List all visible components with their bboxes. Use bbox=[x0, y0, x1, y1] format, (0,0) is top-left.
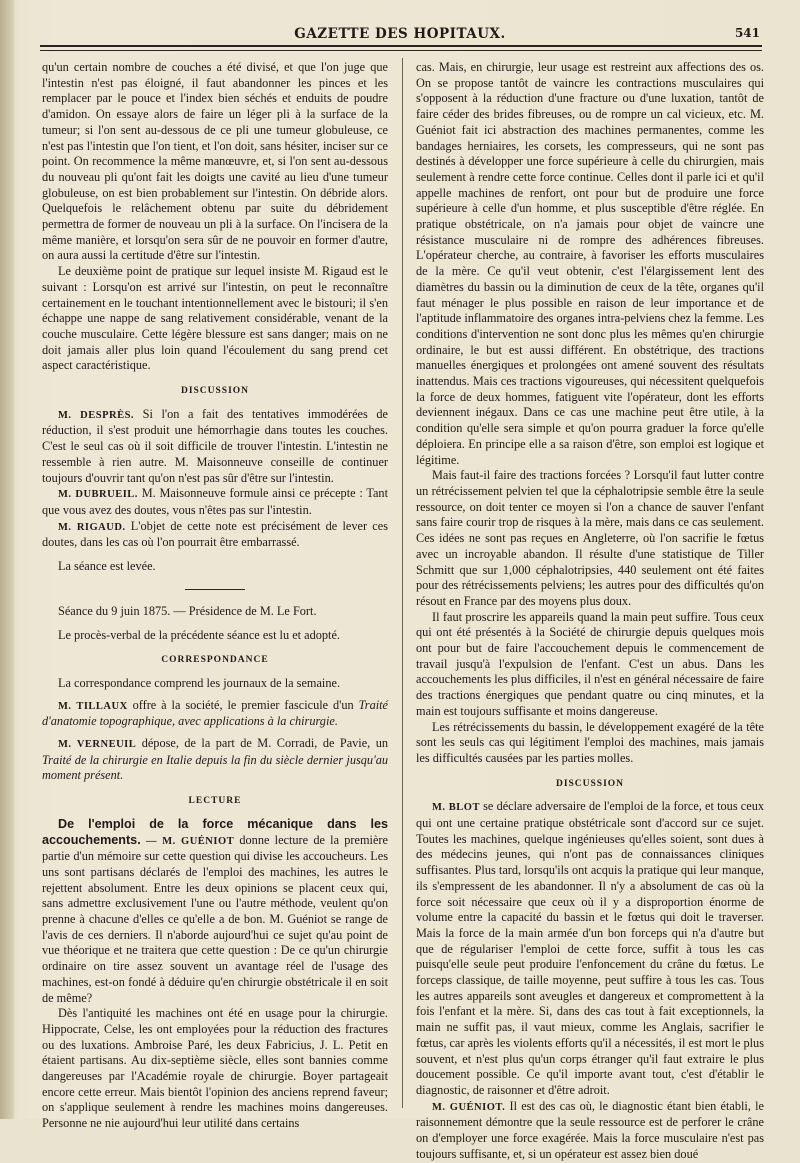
column-divider bbox=[402, 58, 403, 1108]
paragraph: Il faut proscrire les appareils quand la main peut suffire. Tous ceux qui ont été présentés à la Société de chirurgie depuis quelques mois ont pour but de faire l'accouchement depuis le commencement de travail jusqu'à l'expulsion de l'enfant. C'est un abus. Dans les accouchements les plus difficiles, il n'est en général nécessaire de faire des tractions énergiques que pendant quatre ou cinq minutes, et la main est toujours suffisante et moins dangereuse. bbox=[416, 609, 764, 718]
book-title: Traité d'anatomie topographique, avec applications à la chirurgie. bbox=[42, 697, 389, 729]
paragraph: qu'un certain nombre de couches a été divisé, et que l'on juge que l'intestin n'est pas éloigné, il faut abandonner les pinces et les remplacer par le pouce et l'index bien séchés et enduits de poudre d'amidon. On essaye alors de faire un léger pli à la surface de la tumeur; si l'on sent au-dessous de ce pli une tumeur globuleuse, ce n'est pas l'intestin que l'on tient, et l'on doit, sans hésiter, inciser sur ce point. On recommence la même manœuvre, et, si l'on sent au-dessous du nouveau pli qu'ont fait les doigts une cavité au lieu d'une tumeur globuleuse, on est bien probablement sur l'intestin. On débride alors. Quelquefois le relâchement obtenu par suite du débridement permettra de former de nouveau un pli à la surface. On l'incisera de la même manière, et lorsqu'on sera sûr de ne pouvoir en former d'autre, on aura aussi la certitude d'être sur l'intestin. bbox=[42, 60, 388, 263]
speaker-paragraph bbox=[416, 1099, 764, 1163]
speaker-text: M. Maisonneuve formule ainsi ce précepte : Tant que vous avez des doutes, vous n'êtes pas sur l'intestin. bbox=[42, 486, 388, 517]
speaker-text: L'objet de cette note est précisément de lever ces doutes, dans les cas où l'on pourrait être embarrassé. bbox=[42, 518, 389, 550]
page-number: 541 bbox=[734, 26, 760, 40]
speaker-text: Si l'on a fait des tentatives immodérées de réduction, il s'est produit une hémorrhagie dans toutes les couches. C'est le seul cas où il soit difficile de trouver l'intestin. L'intestin ne ressemble à rien autre. M. Maisonneuve conseille de continuer toujours d'ouvrir tant qu'on n'est pas sûr d'être sur l'intestin. bbox=[42, 406, 388, 485]
paragraph: Les rétrécissements du bassin, le développement exagéré de la tête sont les seuls cas qui légitiment l'emploi des machines, mais jamais les difficultés causées par les parties molles. bbox=[416, 719, 764, 765]
paragraph: La correspondance comprend les journaux de la semaine. bbox=[58, 675, 341, 690]
speaker-name: M. DUBRUEIL. bbox=[58, 489, 138, 501]
speaker-text: se déclare adversaire de l'emploi de la force, et tous ceux qui ont une certaine pratique obstétricale sont d'accord sur ce sujet. Toutes les machines, quelque ingénieuses qu'elles soient, sont dues à des médecins jeunes, qui n'ont pas de connaissances cliniques suffisantes. Plus tard, lorsqu'ils ont acquis la pratique qui leur manque, ils s'empressent de les abandonner. Il n'y a absolument de cas où la force soit nécessaire que ceux où il y a disproportion énorme de volume entre la capacité du bassin et le fœtus qui doit le traverser. Mais la force de la main armée d'un bon forceps qui n'a d'autre but que de régulariser l'emploi de cette force, suffit à tous les cas puisqu'elle seule peut produire l'enfoncement du crâne du fœtus. Le forceps classique, de taille moyenne, peut suffire à tous les cas. Tous les autres appareils sont aveugles et dangereux et compromettent à la fois l'enfant et la mère. Si, dans des cas tout à fait exceptionnels, la main ne suffit pas, il vaut mieux, comme les Anglais, sacrifier le fœtus, car après les violents efforts qu'il a nécessités, il est mort le plus souvent, et n'est plus qu'un corps étranger qu'il faut extraire le plus doucement possible. Ce qu'il importe avant tout, c'est d'établir le diagnostic, de raisonner et d'être adroit. bbox=[416, 799, 764, 1097]
paragraph: Mais faut-il faire des tractions forcées ? Lorsqu'il faut lutter contre un rétrécissement pelvien tel que la céphalotripsie semble être la seule ressource, on doit tenter ce moyen si l'on a chance de sauver l'enfant sans faire courir trop de risques à la mère, mais dans ce cas seulement. Ces idées ne sont pas reçues en Angleterre, où l'on sacrifie le fœtus avec un incroyable abandon. Il résulte d'une statistique de Tiller Schmitt que sur 1,000 céphalotripsies, 440 seulement ont été faites pour des rétrécissements pelviens; les autres pour des difficultés qu'on résout en France par des moyens plus doux. bbox=[416, 468, 764, 608]
header-rule-thick bbox=[40, 45, 762, 47]
lecture-headline: De l'emploi de la force mécanique dans les accouchements. bbox=[42, 816, 388, 847]
speaker-paragraph bbox=[42, 736, 388, 784]
speaker-text: Il est des cas où, le diagnostic étant bien établi, le raisonnement démontre que la seule ressource est de perforer le crâne on d'employer une force exagérée. Mais la force musculaire n'est pas toujours suffisante, et, si un opérateur est assez bien doué bbox=[416, 1098, 764, 1161]
section-heading-lecture: LECTURE bbox=[188, 796, 242, 807]
speaker-paragraph bbox=[416, 799, 764, 1098]
speaker-name: M. VERNEUIL bbox=[58, 739, 137, 751]
session-line: Séance du 9 juin 1875. — Présidence de M. Le Fort. bbox=[58, 603, 317, 618]
speaker-name: M. GUÉNIOT. bbox=[432, 1101, 506, 1113]
paragraph: cas. Mais, en chirurgie, leur usage est restreint aux affections des os. On se propose tantôt de vaincre les contractions musculaires qui s'opposent à la réduction d'une fracture ou d'une luxation, tantôt de faire céder des brides fibreuses, ou de rompre un cal vicieux, etc. M. Guéniot fait ici abstraction des machines permanentes, comme les bandages herniaires, les corsets, les compresseurs, qui ne sont pas destinés à développer une force supérieure à celle du chirurgien, mais seulement à rendre cette force continue. Celles dont il parle ici et qu'il appelle machines de renfort, ont pour but de produire une force supérieure à celle d'un homme, et plus susceptible d'être réglée. En pratique obstétricale, on n'a jamais pour objet de vaincre une résistance musculaire ni de rompre des adhérences fibreuses. L'opérateur cherche, au contraire, à favoriser les efforts musculaires de la mère. Ce qu'il veut obtenir, c'est l'élargissement lent des diamètres du bassin ou la diminution de ceux de la tête, organes qu'il faut ménager le plus possible en raison de leur importance et de l'aptitude inflammatoire des organes intra-pelviens chez la femme. Les conditions d'intervention ne sont donc plus les mêmes qu'en chirurgie ordinaire, le but est aussi différent. En obstétrique, des tractions manuelles énergiques et prolongées ont amené souvent des résultats inattendus. Mais ces tractions vigoureuses, qui nécessitent quelquefois la force de deux hommes, fatiguent vite l'opérateur, dont les efforts deviennent inégaux. Dans ce cas une machine peut être utile, à la condition qu'elle sera simple et qu'on pourra graduer la force qu'elle déploiera. En principe elle a sa raison d'être, son emploi est logique et légitime. bbox=[416, 60, 764, 467]
lecture-paragraph bbox=[42, 817, 388, 1006]
speaker-paragraph bbox=[42, 698, 388, 730]
speaker-paragraph bbox=[42, 407, 388, 487]
right-column bbox=[416, 60, 764, 1163]
speaker-name: M. DESPRÈS. bbox=[58, 409, 135, 421]
speaker-text: dépose, de la part de M. Corradi, de Pavie, un bbox=[141, 736, 388, 751]
section-heading-discussion: DISCUSSION bbox=[180, 386, 250, 397]
section-heading-correspondance: CORRESPONDANCE bbox=[161, 655, 269, 666]
paragraph: Le deuxième point de pratique sur lequel insiste M. Rigaud est le suivant : Lorsqu'on est arrivé sur l'intestin, on peut le reconnaître certainement en le touchant intentionnellement avec le bistouri; il s'en échappe une nappe de sang relativement considérable, venant de la couche musculaire. Cette légère blessure est sans danger; mais on ne doit jamais aller plus loin quand l'écoulement du sang prend cet aspect caractéristique. bbox=[42, 264, 388, 373]
left-column bbox=[42, 60, 388, 1132]
paragraph: Le procès-verbal de la précédente séance est lu et adopté. bbox=[58, 627, 340, 642]
speaker-text: offre à la société, le premier fascicule d'un bbox=[132, 697, 354, 712]
section-heading-discussion: DISCUSSION bbox=[555, 778, 625, 789]
paragraph: Dès l'antiquité les machines ont été en usage pour la chirurgie. Hippocrate, Celse, les ont employées pour la réduction des fractures ou des luxations. Ambroise Paré, les deux Fabricius, J. L. Petit en étaient partisans. Au dix-septième siècle, elles sont bannies comme dangereuses par l'Académie royale de chirurgie. Boyer partageait encore cette erreur. Mais bientôt l'opinion des anciens reprend faveur; on s'applique seulement à rendre les machines moins dangereuses. Personne ne nie aujourd'hui leur utilité dans certains bbox=[42, 1006, 388, 1131]
speaker-paragraph bbox=[42, 519, 388, 551]
speaker-name: M. TILLAUX bbox=[58, 700, 128, 712]
separator-rule bbox=[185, 589, 245, 590]
book-title: Traité de la chirurgie en Italie depuis la fin du siècle dernier jusqu'au moment présent. bbox=[42, 752, 388, 783]
speaker-name: M. BLOT bbox=[432, 802, 480, 814]
page-spine bbox=[0, 0, 14, 1119]
speaker-name: M. RIGAUD. bbox=[58, 521, 126, 533]
journal-title: GAZETTE DES HOPITAUX. bbox=[294, 26, 506, 42]
speaker-name: — M. GUÉNIOT bbox=[145, 835, 235, 847]
closing-line: La séance est levée. bbox=[58, 559, 156, 574]
page-header bbox=[40, 22, 760, 46]
speaker-text: donne lecture de la première partie d'un mémoire sur cette question qui divise les accoucheurs. Les uns sont partisans déclarés de l'emploi des machines, les autres le rejettent absolument. Entre les deux opinions se placent ceux qui, sans admettre exclusivement l'une ou l'autre méthode, veulent qu'on prenne à chacune d'elles ce qu'elle a de bon. M. Guéniot se range de l'avis de ces derniers. Il n'aborde aujourd'hui ce sujet qu'au point de vue théorique et ne traitera que cette question : De ce qu'un chirurgie ordinaire on tire assez souvent un avantage réel de l'usage des machines, est-on fondé à déduire qu'en chirurgie obstétricale il en soit de même? bbox=[42, 832, 388, 1005]
speaker-paragraph bbox=[42, 486, 388, 518]
header-rule-thin bbox=[40, 50, 762, 51]
